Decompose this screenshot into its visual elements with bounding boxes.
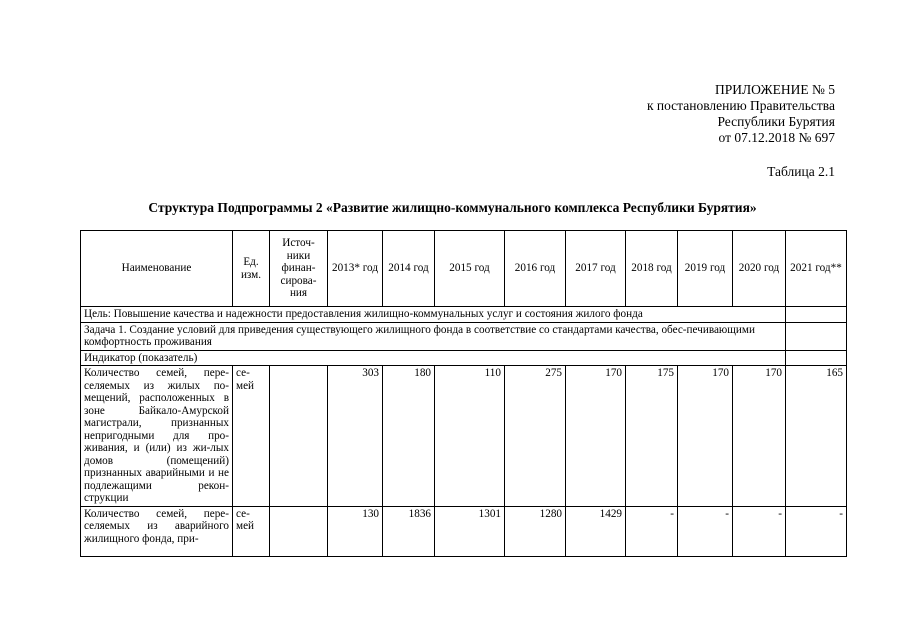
- appendix-date-line: от 07.12.2018 № 697: [718, 130, 835, 145]
- row-value-2021: 165: [786, 366, 847, 507]
- col-2013: 2013* год: [328, 231, 383, 307]
- indicator-empty-cell: [786, 350, 847, 366]
- row-name: Количество семей, пере-селяемых из жилых по-мещений, расположенных в зоне Байкало-Амурской магистрали, признанных непригодными для про-живания, и (или) из жи-лых домов (помещений) признанных аварийными и не подлежащими рекон-струкции: [81, 366, 233, 507]
- table-row: [81, 506, 847, 556]
- row-unit: се-мей: [233, 366, 270, 507]
- indicator-text: Индикатор (показатель): [81, 350, 786, 366]
- row-value-2018: -: [626, 506, 678, 556]
- col-name: Наименование: [81, 231, 233, 307]
- row-value-2021: -: [786, 506, 847, 556]
- task-row: [81, 322, 847, 350]
- col-unit: Ед. изм.: [233, 231, 270, 307]
- row-value-2017: 1429: [566, 506, 626, 556]
- appendix-header: [647, 82, 835, 146]
- col-source: Источ-ники финан-сирова-ния: [270, 231, 328, 307]
- goal-empty-cell: [786, 307, 847, 323]
- table-row: [81, 366, 847, 507]
- col-2019: 2019 год: [678, 231, 733, 307]
- row-value-2017: 170: [566, 366, 626, 507]
- col-2014: 2014 год: [383, 231, 435, 307]
- row-value-2016: 275: [505, 366, 566, 507]
- row-unit: се-мей: [233, 506, 270, 556]
- appendix-republic-line: Республики Бурятия: [717, 114, 835, 129]
- row-value-2013: 303: [328, 366, 383, 507]
- table-number: Таблица 2.1: [767, 164, 835, 179]
- task-text: Задача 1. Создание условий для приведения существующего жилищного фонда в соответствие со стандартами качества, обес-печивающими комфортность проживания: [81, 322, 786, 350]
- col-2020: 2020 год: [733, 231, 786, 307]
- subprogram-structure-table: [80, 230, 847, 557]
- col-2021: 2021 год**: [786, 231, 847, 307]
- appendix-decree-line: к постановлению Правительства: [646, 98, 835, 113]
- row-value-2015: 1301: [435, 506, 505, 556]
- col-2016: 2016 год: [505, 231, 566, 307]
- goal-row: [81, 307, 847, 323]
- appendix-number: ПРИЛОЖЕНИЕ № 5: [714, 82, 835, 97]
- row-source: [270, 366, 328, 507]
- goal-text: Цель: Повышение качества и надежности предоставления жилищно-коммунальных услуг и состояния жилого фонда: [81, 307, 786, 323]
- row-value-2013: 130: [328, 506, 383, 556]
- col-2018: 2018 год: [626, 231, 678, 307]
- document-title: Структура Подпрограммы 2 «Развитие жилищно-коммунального комплекса Республики Бурятия»: [148, 200, 757, 215]
- table-header-row: [81, 231, 847, 307]
- row-value-2014: 1836: [383, 506, 435, 556]
- row-value-2016: 1280: [505, 506, 566, 556]
- indicator-row: [81, 350, 847, 366]
- row-source: [270, 506, 328, 556]
- col-2015: 2015 год: [435, 231, 505, 307]
- task-empty-cell: [786, 322, 847, 350]
- row-value-2019: -: [678, 506, 733, 556]
- row-value-2020: -: [733, 506, 786, 556]
- row-value-2015: 110: [435, 366, 505, 507]
- row-value-2014: 180: [383, 366, 435, 507]
- col-2017: 2017 год: [566, 231, 626, 307]
- row-value-2019: 170: [678, 366, 733, 507]
- row-value-2020: 170: [733, 366, 786, 507]
- row-name: Количество семей, пере-селяемых из аварийного жилищного фонда, при-: [81, 506, 233, 556]
- row-value-2018: 175: [626, 366, 678, 507]
